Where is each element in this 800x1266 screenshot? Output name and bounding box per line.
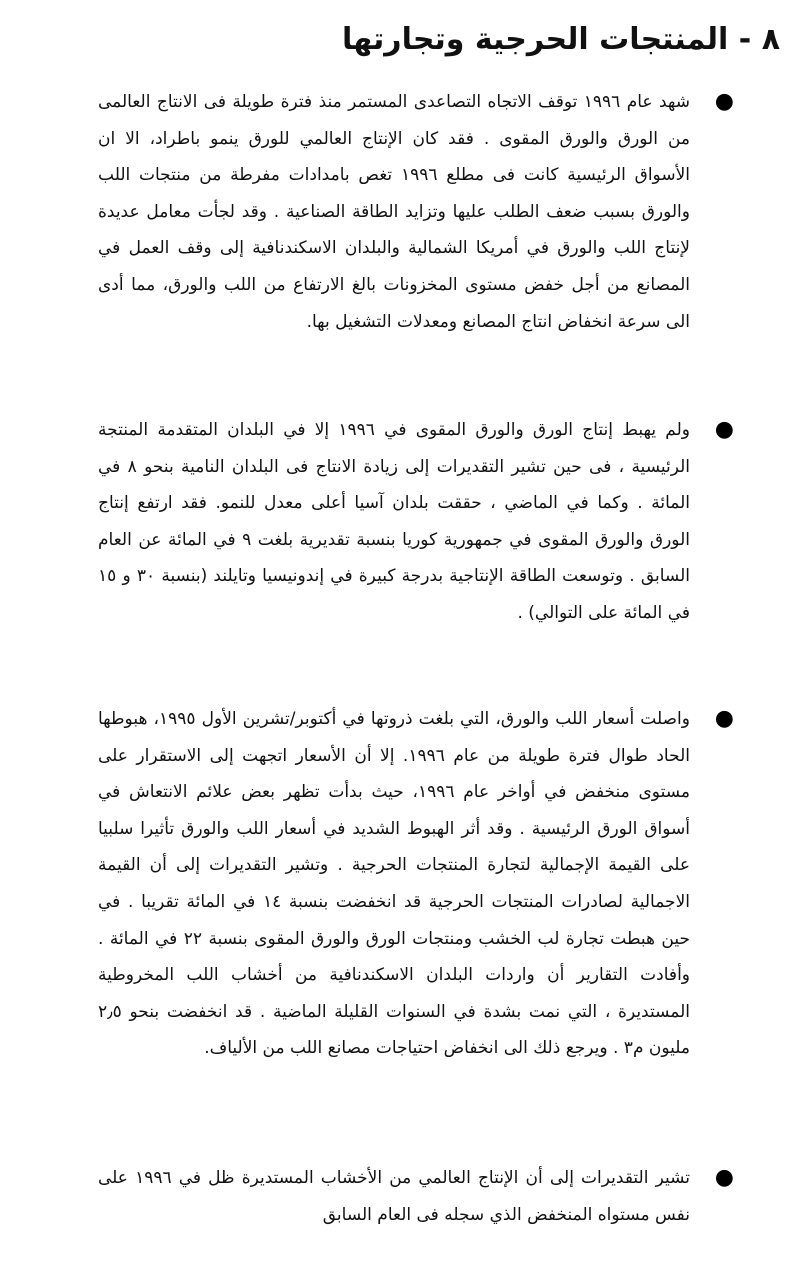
bullet-icon: ● bbox=[714, 1165, 734, 1190]
paragraph-prices-trade bbox=[98, 701, 734, 1067]
paragraph-text: تشير التقديرات إلى أن الإنتاج العالمي من الأخشاب المستديرة ظل في ١٩٩٦ على نفس مستواه المنخفض الذي سجله فى العام السابق bbox=[98, 1168, 690, 1225]
paragraph-text: شهد عام ١٩٩٦ توقف الاتجاه التصاعدى المستمر منذ فترة طويلة فى الانتاج العالمى من الورق والورق المقوى . فقد كان الإنتاج العالمي للورق ينمو باطراد، الا ان الأسواق الرئيسية كانت فى مطلع ١٩٩٦ تغص بامدادات مفرطة من منتجات اللب والورق بسبب ضعف الطلب عليها وتزايد الطاقة الصناعية . وقد لجأت معامل عديدة لإنتاج اللب والورق في أمريكا الشمالية والبلدان الاسكندنافية إلى وقف العمل في المصانع من أجل خفض مستوى المخزونات بالغ الارتفاع من اللب والورق، مما أدى الى سرعة انخفاض انتاج المصانع ومعدلات التشغيل بها. bbox=[98, 92, 691, 332]
bullet-icon: ● bbox=[714, 706, 734, 731]
paragraph-supply-glut bbox=[98, 84, 734, 340]
section-heading: ٨ - المنتجات الحرجية وتجارتها bbox=[341, 22, 780, 57]
bullet-icon: ● bbox=[714, 417, 734, 442]
paragraph-text: واصلت أسعار اللب والورق، التي بلغت ذروتها في أكتوبر/تشرين الأول ١٩٩٥، هبوطها الحاد طوال فترة طويلة من عام ١٩٩٦. إلا أن الأسعار اتجهت إلى الاستقرار على مستوى منخفض في أواخر عام ١٩٩٦، حيث بدأت تظهر بعض علائم الانتعاش في أسواق الورق الرئيسية . وقد أثر الهبوط الشديد في أسعار اللب والورق تأثيرا سلبيا على القيمة الإجمالية لتجارة المنتجات الحرجية . وتشير التقديرات إلى أن القيمة الاجمالية لصادرات المنتجات الحرجية قد انخفضت بنسبة ١٤ في المائة تقريبا . في حين هبطت تجارة لب الخشب ومنتجات الورق والورق المقوى بنسبة ٢٢ في المائة . وأفادت التقارير أن واردات البلدان الاسكندنافية من أخشاب اللب المخروطية المستديرة ، التي نمت بشدة في السنوات القليلة الماضية . قد انخفضت بنحو ٢٫٥ مليون م٣ . ويرجع ذلك الى انخفاض احتياجات مصانع اللب من الألياف. bbox=[98, 709, 691, 1059]
paragraph-production-decline bbox=[98, 412, 734, 632]
bullet-icon: ● bbox=[714, 89, 734, 114]
paragraph-roundwood-production bbox=[98, 1160, 734, 1233]
paragraph-text: ولم يهبط إنتاج الورق والورق المقوى في ١٩٩٦ إلا في البلدان المتقدمة المنتجة الرئيسية ، فى حين تشير التقديرات إلى زيادة الانتاج فى البلدان النامية بنحو ٨ في المائة . وكما في الماضي ، حققت بلدان آسيا أعلى معدل للنمو. فقد ارتفع إنتاج الورق والورق المقوى في جمهورية كوريا بنسبة تقديرية بلغت ٩ في المائة عن العام السابق . وتوسعت الطاقة الإنتاجية بدرجة كبيرة في إندونيسيا وتايلند (بنسبة ٣٠ و ١٥ في المائة على التوالي) . bbox=[98, 420, 690, 623]
